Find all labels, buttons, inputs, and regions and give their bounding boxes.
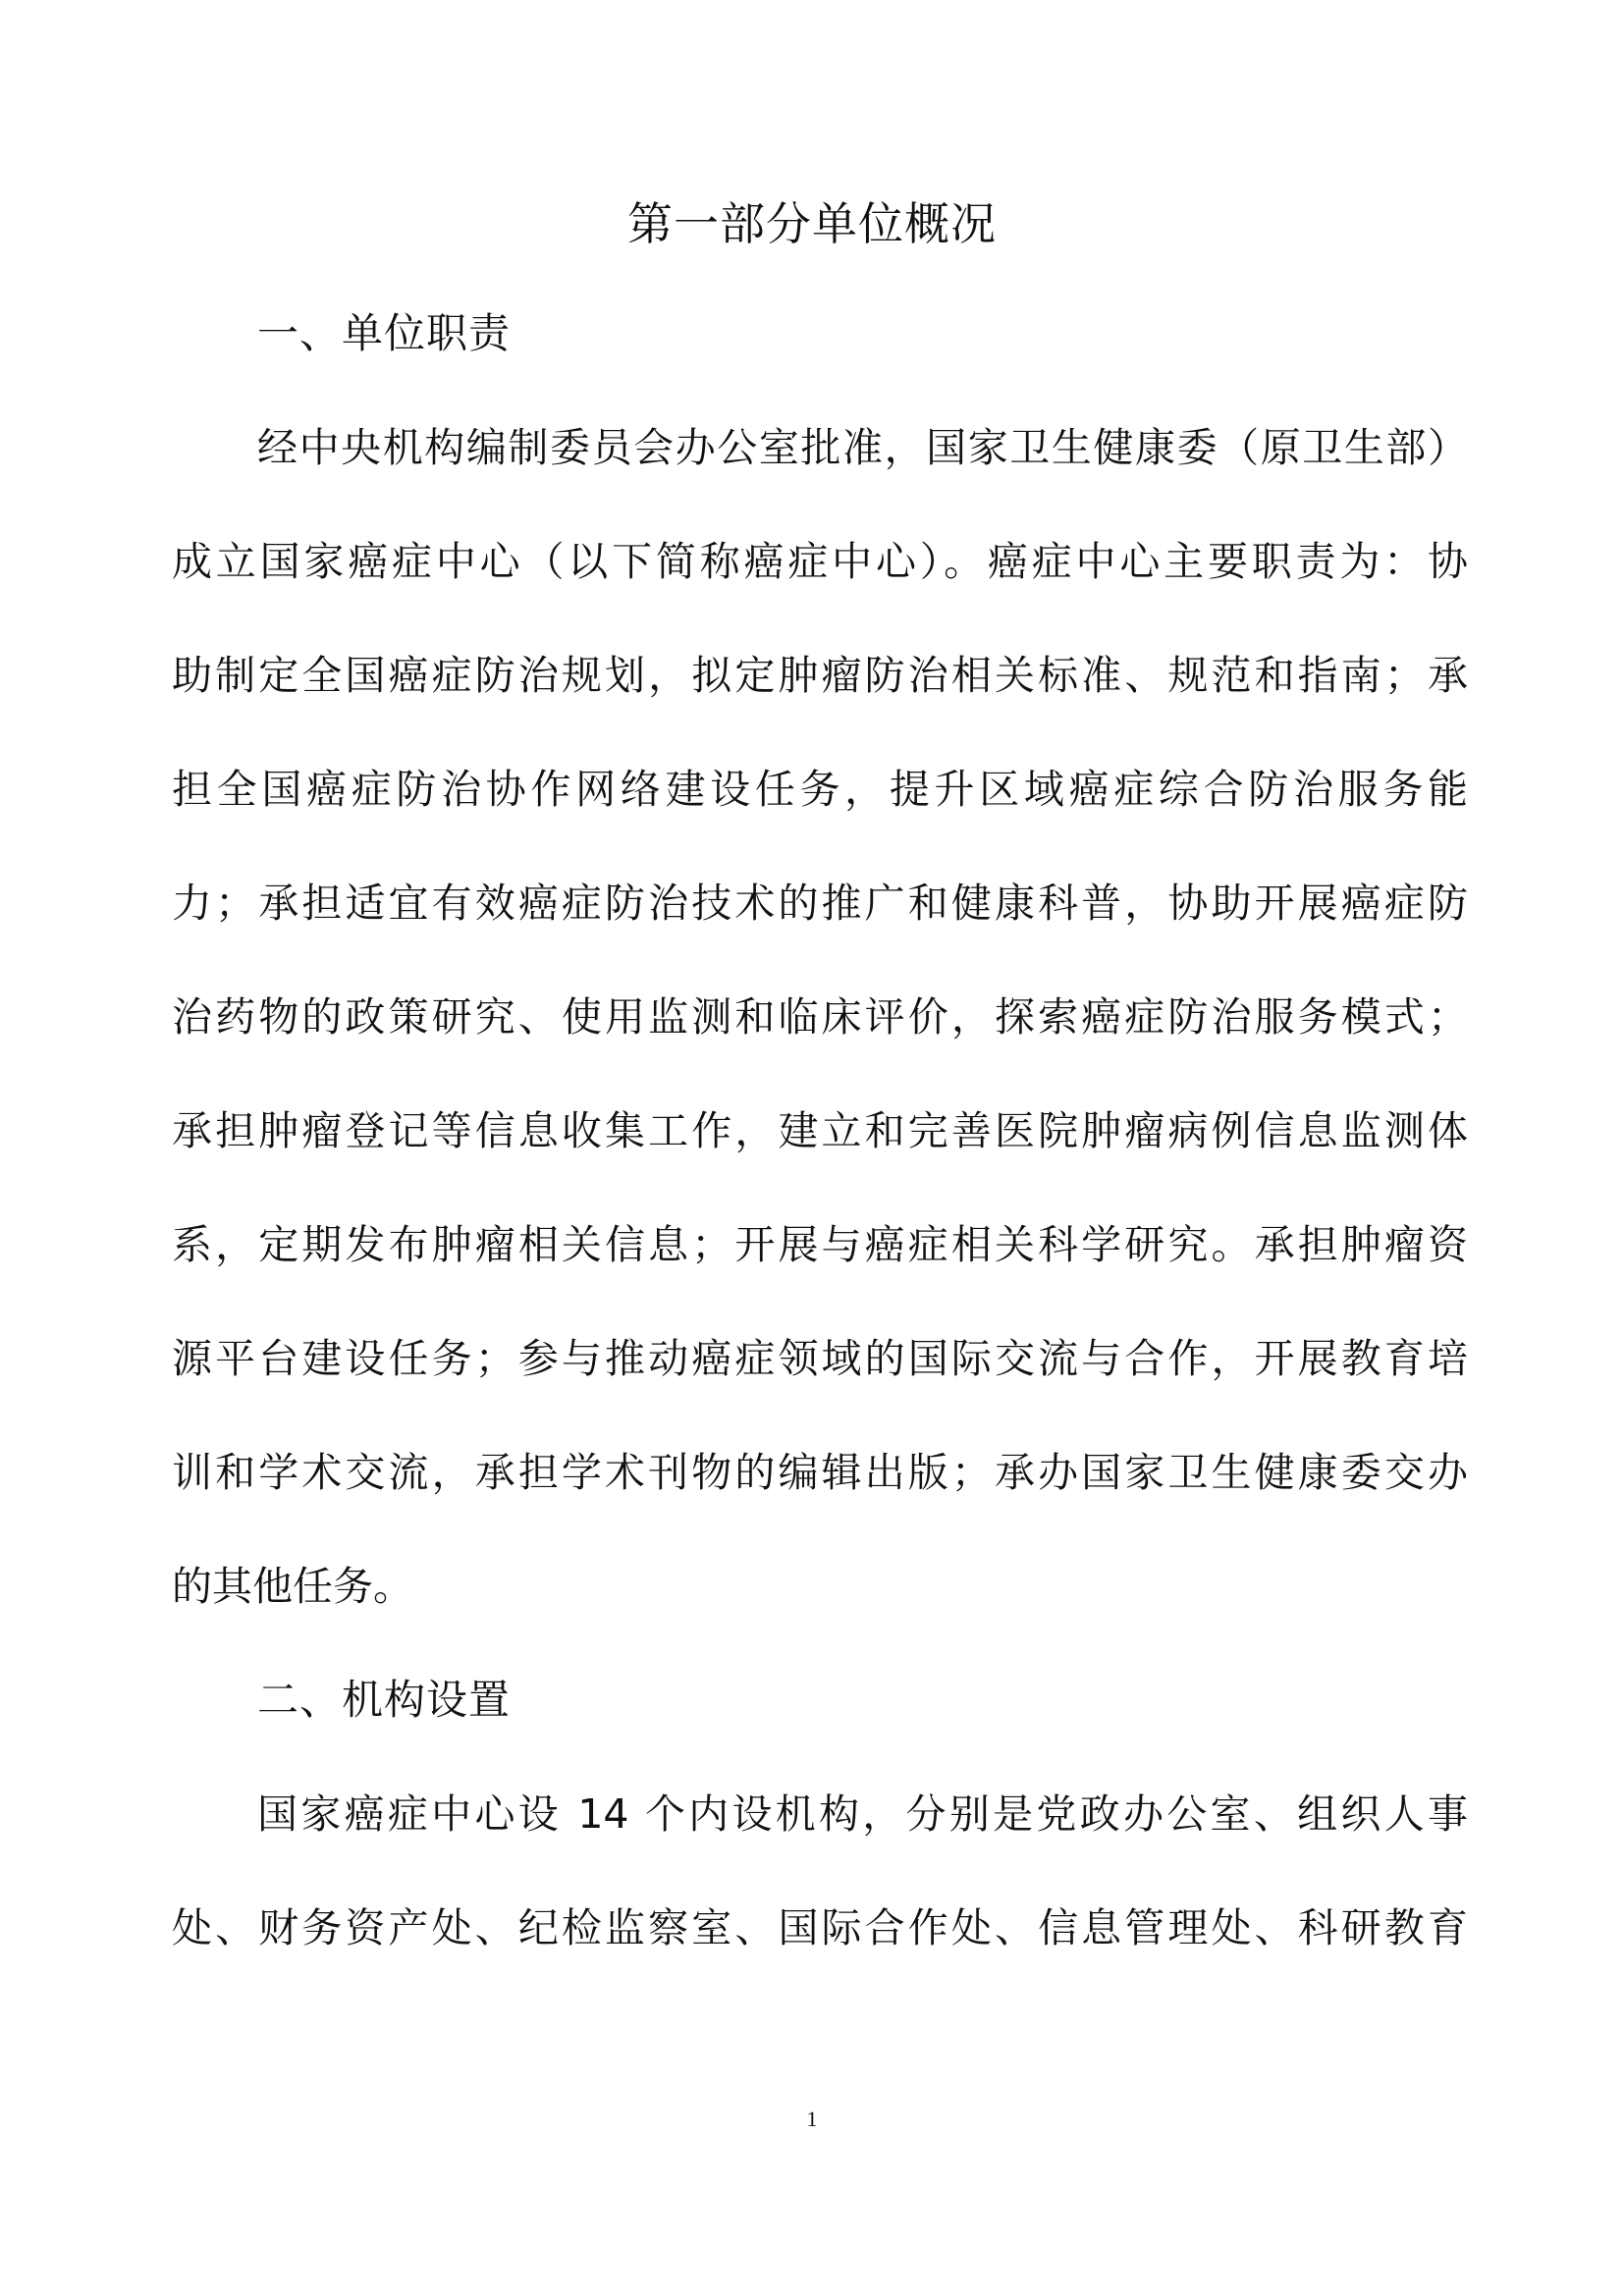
page-number: 1 <box>806 2107 818 2131</box>
paragraph-line: 的其他任务。 <box>172 1563 413 1610</box>
section-heading-duties: 一、单位职责 <box>257 309 512 357</box>
paragraph-line: 源平台建设任务；参与推动癌症领域的国际交流与合作，开展教育培 <box>172 1335 1468 1382</box>
paragraph-line: 国家癌症中心设 14 个内设机构，分别是党政办公室、组织人事 <box>257 1790 1468 1838</box>
page-title: 第一部分单位概况 <box>627 197 997 250</box>
paragraph-line: 治药物的政策研究、使用监测和临床评价，探索癌症防治服务模式； <box>172 993 1468 1041</box>
paragraph-line: 处、财务资产处、纪检监察室、国际合作处、信息管理处、科研教育 <box>172 1904 1468 1951</box>
paragraph-line: 力；承担适宜有效癌症防治技术的推广和健康科普，协助开展癌症防 <box>172 880 1468 927</box>
paragraph-line: 系，定期发布肿瘤相关信息；开展与癌症相关科学研究。承担肿瘤资 <box>172 1221 1468 1268</box>
paragraph-line: 经中央机构编制委员会办公室批准，国家卫生健康委（原卫生部） <box>257 424 1468 471</box>
paragraph-line: 助制定全国癌症防治规划，拟定肿瘤防治相关标准、规范和指南；承 <box>172 652 1468 699</box>
paragraph-line: 担全国癌症防治协作网络建设任务，提升区域癌症综合防治服务能 <box>172 766 1468 813</box>
paragraph-line: 训和学术交流，承担学术刊物的编辑出版；承办国家卫生健康委交办 <box>172 1449 1468 1496</box>
section-heading-structure: 二、机构设置 <box>257 1676 512 1724</box>
paragraph-line: 成立国家癌症中心（以下简称癌症中心）。癌症中心主要职责为：协 <box>172 538 1468 585</box>
paragraph-line: 承担肿瘤登记等信息收集工作，建立和完善医院肿瘤病例信息监测体 <box>172 1107 1468 1154</box>
